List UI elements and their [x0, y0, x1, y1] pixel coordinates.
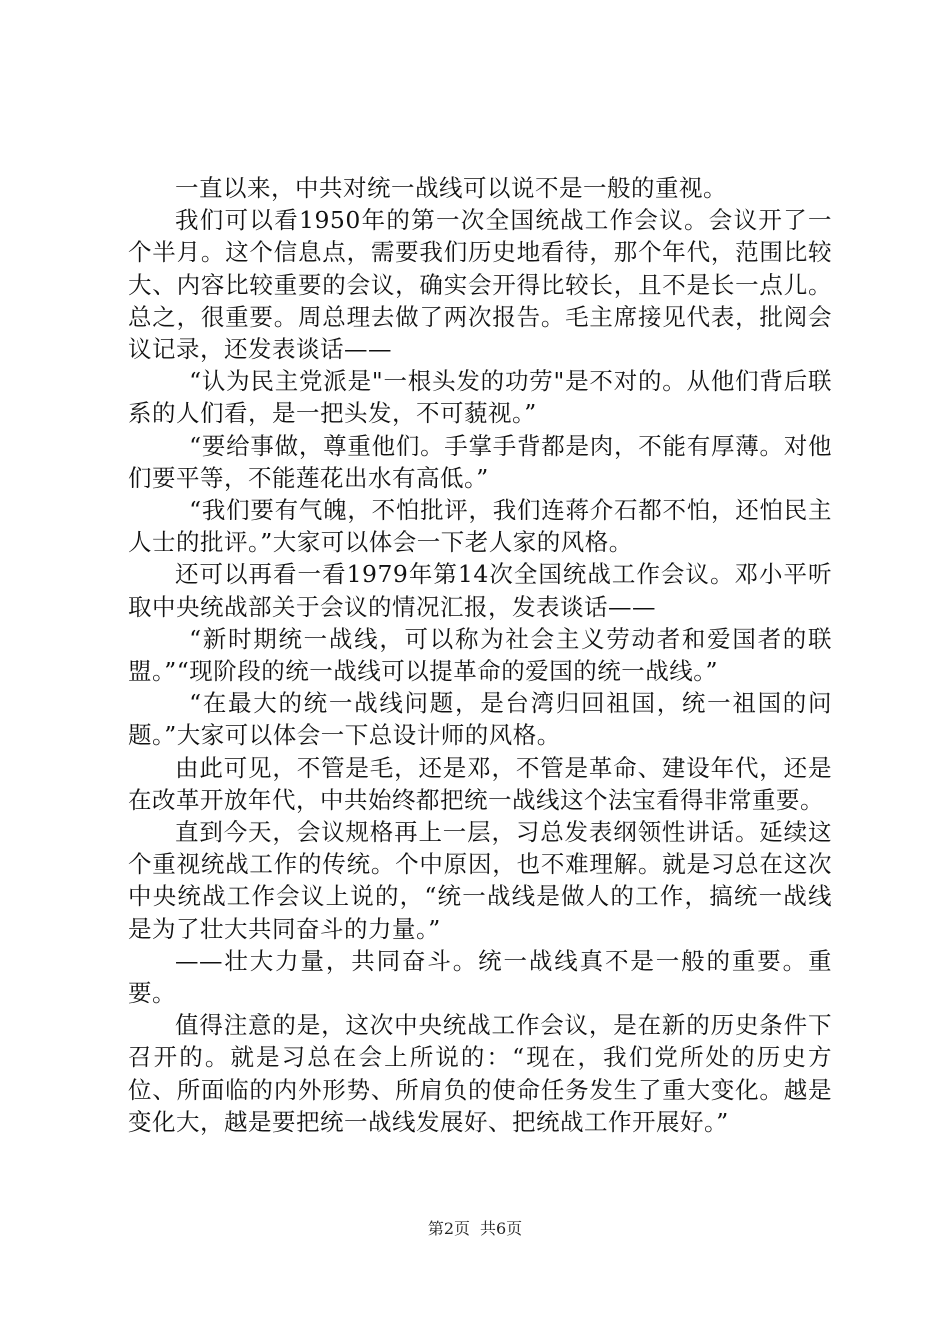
paragraph: 一直以来，中共对统一战线可以说不是一般的重视。	[175, 174, 727, 202]
page-total: 共6页	[480, 1219, 523, 1238]
page-number: 第2页	[427, 1219, 470, 1238]
paragraph: 我们可以看1950年的第一次全国统战工作会议。会议开了一个半月。这个信息点，需要我们历史地看待，那个年代，范围比较大、内容比较重要的会议，确实会开得比较长，且不是长一点儿。总之，很重要。周总理去做了两次报告。毛主席接见代表，批阅会议记录，还发表谈话——	[128, 206, 832, 364]
quote-paragraph: “我们要有气魄，不怕批评，我们连蒋介石都不怕，还怕民主人士的批评。”大家可以体会一下老人家的风格。	[128, 496, 832, 557]
quote-paragraph: “认为民主党派是"一根头发的功劳"是不对的。从他们背后联系的人们看，是一把头发，不可藐视。”	[128, 367, 832, 428]
paragraph: 由此可见，不管是毛，还是邓，不管是革命、建设年代，还是在改革开放年代，中共始终都把统一战线这个法宝看得非常重要。	[128, 753, 832, 814]
paragraph: ——壮大力量，共同奋斗。统一战线真不是一般的重要。重要。	[128, 946, 832, 1008]
paragraph: 值得注意的是，这次中央统战工作会议，是在新的历史条件下召开的。就是习总在会上所说的：“现在，我们党所处的历史方位、所面临的内外形势、所肩负的使命任务发生了重大变化。越是变化大，越是要把统一战线发展好、把统战工作开展好。”	[128, 1011, 832, 1136]
page-footer	[0, 1216, 950, 1239]
document-body	[128, 172, 832, 1138]
quote-paragraph: “在最大的统一战线问题，是台湾归回祖国，统一祖国的问题。”大家可以体会一下总设计师的风格。	[128, 689, 832, 750]
quote-paragraph: “要给事做，尊重他们。手掌手背都是肉，不能有厚薄。对他们要平等，不能莲花出水有高低。”	[128, 431, 832, 492]
paragraph: 直到今天，会议规格再上一层，习总发表纲领性讲话。延续这个重视统战工作的传统。个中原因，也不难理解。就是习总在这次中央统战工作会议上说的，“统一战线是做人的工作，搞统一战线是为了壮大共同奋斗的力量。”	[128, 818, 832, 943]
quote-paragraph: “新时期统一战线，可以称为社会主义劳动者和爱国者的联盟。”“现阶段的统一战线可以提革命的爱国的统一战线。”	[128, 624, 832, 686]
paragraph: 还可以再看一看1979年第14次全国统战工作会议。邓小平听取中央统战部关于会议的情况汇报，发表谈话——	[128, 560, 832, 621]
